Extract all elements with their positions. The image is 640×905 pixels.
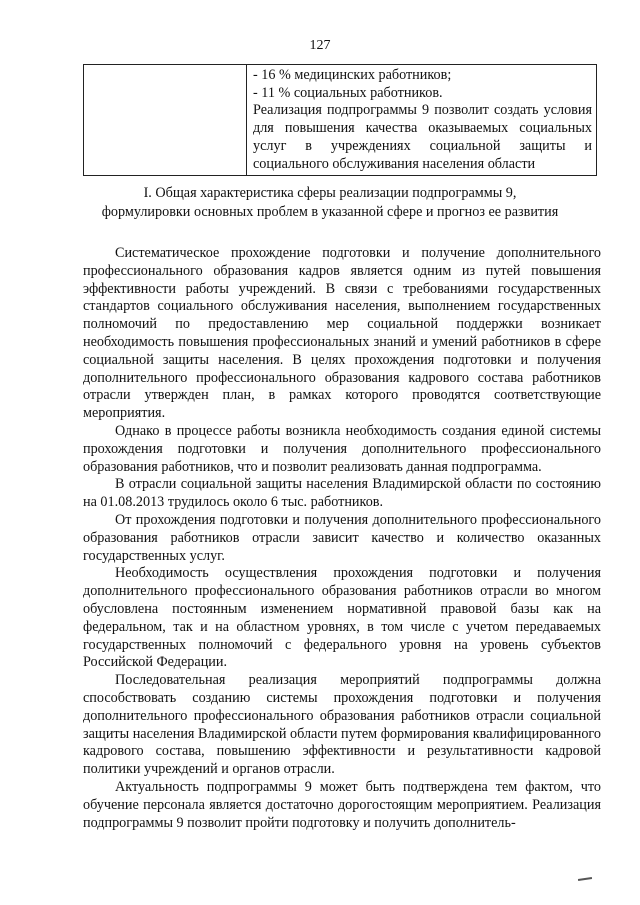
page-number: 127 bbox=[309, 38, 331, 53]
table-right-cell bbox=[247, 65, 597, 176]
paragraph-5: Необходимость осуществления прохождения подготовки и получения дополнительного профессионального образования работников отрасли во многом обусловлена постоянным изменением нормативной правовой базы как на федеральном, так и на областном уровнях, в том числе с учетом передаваемых государственных полномочий с федерального уровня на уровень субъектов Российской Федерации. bbox=[83, 565, 601, 671]
paragraph-7: Актуальность подпрограммы 9 может быть подтверждена тем фактом, что обучение персонала является достаточно дорогостоящим мероприятием. Реализация подпрограммы 9 позволит пройти подготовку и получить дополнитель- bbox=[83, 778, 601, 831]
bullet-social-workers: - 11 % социальных работников. bbox=[253, 84, 443, 101]
paragraph-3: В отрасли социальной защиты населения Владимирской области по состоянию на 01.08.2013 трудилось около 6 тыс. работников. bbox=[83, 476, 601, 511]
paragraph-2: Однако в процессе работы возникла необходимость создания единой системы прохождения подготовки и получения дополнительного профессионального образования работников, что и позволит реализовать данная подпрограмма. bbox=[83, 422, 601, 475]
paragraph-6: Последовательная реализация мероприятий подпрограммы должна способствовать созданию системы прохождения подготовки и получения дополнительного профессионального образования работников отрасли социальной защиты населения Владимирской области путем формирования квалифицированного кадрового состава, повышению эффективности и результативности кадровой политики учреждений и органов отрасли. bbox=[83, 672, 601, 778]
body-text bbox=[83, 245, 601, 832]
paragraph-4: От прохождения подготовки и получения дополнительного профессионального образования работников отрасли зависит качество и количество оказанных государственных услуг. bbox=[83, 511, 601, 564]
table-fragment bbox=[83, 64, 597, 176]
section-heading-line-1: I. Общая характеристика сферы реализации подпрограммы 9, bbox=[143, 185, 517, 201]
pen-mark bbox=[578, 877, 592, 881]
section-heading bbox=[60, 184, 600, 222]
bullet-medical-workers: - 16 % медицинских работников; bbox=[253, 67, 452, 83]
table-cell-paragraph: Реализация подпрограммы 9 позволит создать условия для повышения качества оказываемых социальных услуг в учреждениях социальной защиты и социального обслуживания населения области bbox=[253, 102, 592, 172]
paragraph-1: Систематическое прохождение подготовки и получение дополнительного профессионального образования кадров является одним из путей повышения эффективности работы учреждений. В связи с требованиями государственных стандартов социального обслуживания населения, выполнением государственных полномочий по предоставлению мер социальной поддержки возникает необходимость повышения профессиональных знаний и умений работников в сфере социальной защиты населения. В целях прохождения подготовки и получения дополнительного профессионального образования кадрового состава работников отрасли утвержден план, в рамках которого проводятся соответствующие мероприятия. bbox=[83, 245, 601, 422]
section-heading-line-2: формулировки основных проблем в указанной сфере и прогноз ее развития bbox=[101, 204, 559, 220]
table-left-cell bbox=[84, 65, 247, 176]
